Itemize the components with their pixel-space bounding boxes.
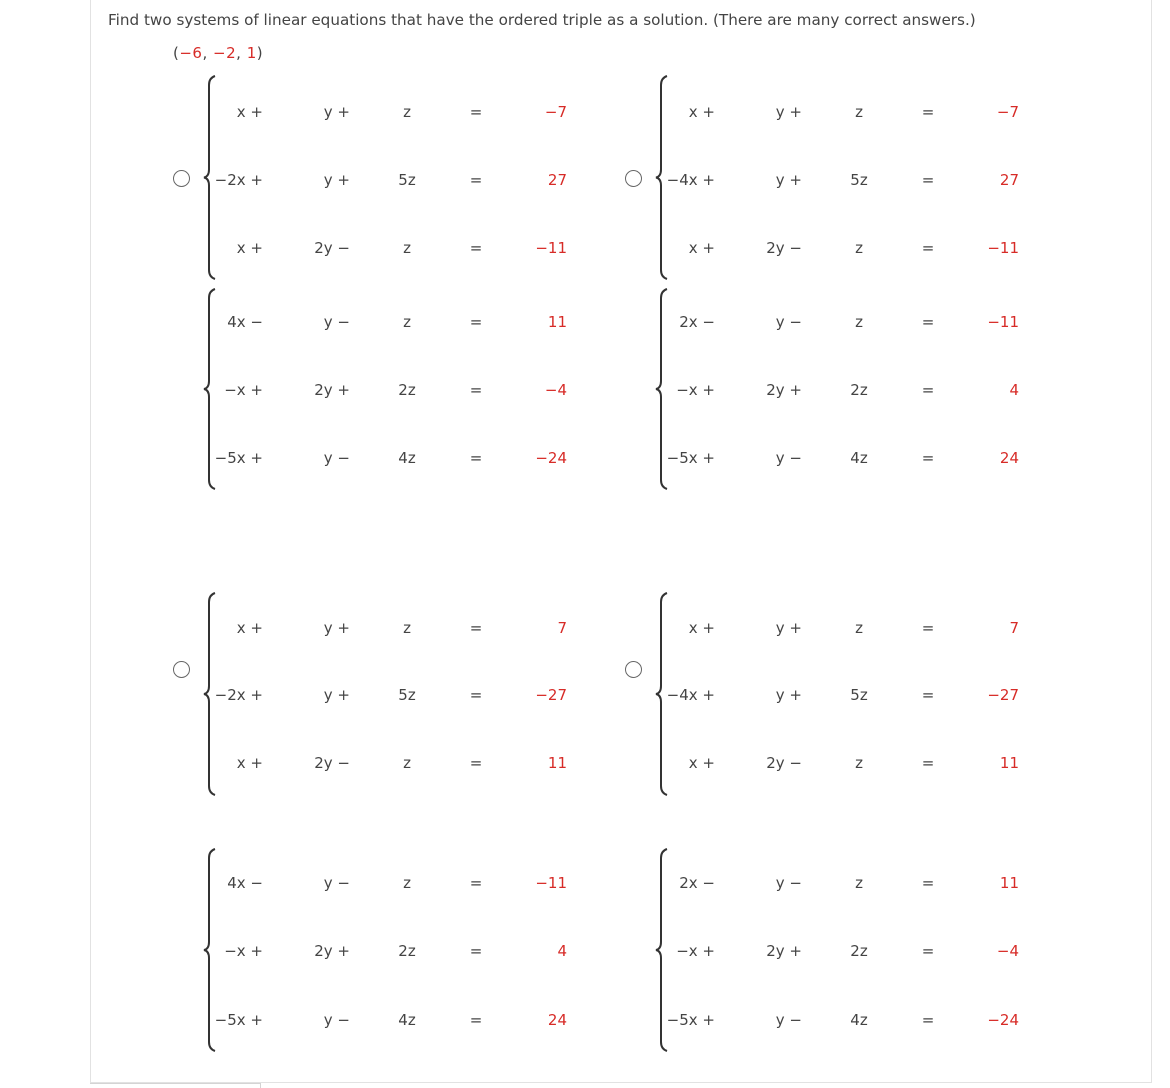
z-term: 2z: [398, 381, 416, 399]
x-term: −4x +: [666, 686, 715, 704]
rhs-value: −27: [535, 686, 567, 704]
equals-sign: =: [469, 313, 483, 331]
panel-footer-line: [90, 1083, 261, 1088]
y-term: y −: [323, 874, 350, 892]
x-term: x +: [688, 754, 715, 772]
z-term: z: [855, 103, 863, 121]
equals-sign: =: [469, 171, 483, 189]
rhs-value: −11: [987, 239, 1019, 257]
equals-sign: =: [921, 449, 935, 467]
y-term: y −: [775, 313, 802, 331]
x-term: 4x −: [227, 874, 263, 892]
ordered-triple: [173, 44, 263, 62]
equals-sign: =: [469, 686, 483, 704]
z-term: z: [855, 313, 863, 331]
x-term: −x +: [224, 942, 263, 960]
x-term: 2x −: [679, 313, 715, 331]
equals-sign: =: [921, 942, 935, 960]
equals-sign: =: [469, 239, 483, 257]
rhs-value: −7: [544, 103, 567, 121]
x-term: x +: [236, 754, 263, 772]
question-panel: [90, 0, 1152, 1083]
option-radio-2[interactable]: [625, 170, 642, 187]
x-term: x +: [236, 619, 263, 637]
x-term: x +: [688, 239, 715, 257]
z-term: 4z: [398, 1011, 416, 1029]
equals-sign: =: [921, 171, 935, 189]
z-term: z: [855, 239, 863, 257]
equals-sign: =: [921, 754, 935, 772]
y-term: 2y −: [314, 754, 350, 772]
equals-sign: =: [921, 381, 935, 399]
x-term: −5x +: [666, 449, 715, 467]
equals-sign: =: [469, 381, 483, 399]
triple-sep-1: ,: [202, 44, 214, 62]
rhs-value: 27: [999, 171, 1019, 189]
x-term: −2x +: [214, 686, 263, 704]
rhs-value: 11: [999, 754, 1019, 772]
equals-sign: =: [921, 686, 935, 704]
x-term: −5x +: [666, 1011, 715, 1029]
z-term: 5z: [398, 171, 416, 189]
equals-sign: =: [469, 942, 483, 960]
x-term: −x +: [224, 381, 263, 399]
equals-sign: =: [921, 239, 935, 257]
option-radio-4[interactable]: [625, 661, 642, 678]
y-term: 2y −: [766, 754, 802, 772]
y-term: y +: [775, 171, 802, 189]
equals-sign: =: [469, 103, 483, 121]
z-term: z: [403, 313, 411, 331]
rhs-value: −11: [535, 239, 567, 257]
rhs-value: 24: [999, 449, 1019, 467]
option-radio-3[interactable]: [173, 661, 190, 678]
triple-sep-2: ,: [236, 44, 247, 62]
z-term: 5z: [850, 171, 868, 189]
equals-sign: =: [921, 874, 935, 892]
z-term: z: [403, 874, 411, 892]
equals-sign: =: [469, 619, 483, 637]
triple-x: −6: [179, 44, 203, 62]
x-term: −5x +: [214, 1011, 263, 1029]
z-term: z: [403, 619, 411, 637]
rhs-value: 7: [557, 619, 567, 637]
y-term: 2y +: [766, 942, 802, 960]
y-term: y +: [323, 171, 350, 189]
x-term: 2x −: [679, 874, 715, 892]
x-term: x +: [688, 103, 715, 121]
x-term: x +: [236, 239, 263, 257]
y-term: y +: [775, 103, 802, 121]
rhs-value: −4: [544, 381, 567, 399]
z-term: z: [403, 103, 411, 121]
z-term: 5z: [398, 686, 416, 704]
x-term: x +: [236, 103, 263, 121]
y-term: y +: [775, 619, 802, 637]
x-term: 4x −: [227, 313, 263, 331]
triple-y: −2: [213, 44, 237, 62]
equals-sign: =: [921, 619, 935, 637]
z-term: z: [855, 619, 863, 637]
y-term: y −: [323, 313, 350, 331]
x-term: −x +: [676, 381, 715, 399]
y-term: y +: [775, 686, 802, 704]
rhs-value: −11: [987, 313, 1019, 331]
rhs-value: 4: [557, 942, 567, 960]
rhs-value: −7: [996, 103, 1019, 121]
rhs-value: 4: [1009, 381, 1019, 399]
equals-sign: =: [921, 1011, 935, 1029]
rhs-value: −27: [987, 686, 1019, 704]
z-term: 5z: [850, 686, 868, 704]
y-term: y −: [775, 874, 802, 892]
z-term: z: [403, 754, 411, 772]
equals-sign: =: [469, 874, 483, 892]
rhs-value: 27: [547, 171, 567, 189]
y-term: 2y +: [314, 381, 350, 399]
x-term: x +: [688, 619, 715, 637]
y-term: 2y +: [766, 381, 802, 399]
triple-close: ): [256, 44, 264, 62]
z-term: 4z: [850, 1011, 868, 1029]
y-term: 2y +: [314, 942, 350, 960]
rhs-value: 11: [999, 874, 1019, 892]
y-term: y +: [323, 686, 350, 704]
equals-sign: =: [921, 103, 935, 121]
y-term: y −: [775, 1011, 802, 1029]
y-term: y −: [323, 449, 350, 467]
x-term: −5x +: [214, 449, 263, 467]
x-term: −x +: [676, 942, 715, 960]
x-term: −2x +: [214, 171, 263, 189]
question-text: Find two systems of linear equations that have the ordered triple as a solution. (There are many correct answers.): [108, 11, 976, 29]
y-term: 2y −: [314, 239, 350, 257]
x-term: −4x +: [666, 171, 715, 189]
rhs-value: −24: [535, 449, 567, 467]
z-term: z: [855, 874, 863, 892]
equals-sign: =: [921, 313, 935, 331]
z-term: 4z: [398, 449, 416, 467]
rhs-value: 7: [1009, 619, 1019, 637]
z-term: 4z: [850, 449, 868, 467]
z-term: z: [855, 754, 863, 772]
rhs-value: −24: [987, 1011, 1019, 1029]
rhs-value: −11: [535, 874, 567, 892]
rhs-value: −4: [996, 942, 1019, 960]
y-term: y −: [323, 1011, 350, 1029]
rhs-value: 11: [547, 313, 567, 331]
triple-z: 1: [246, 44, 257, 62]
equals-sign: =: [469, 449, 483, 467]
y-term: y −: [775, 449, 802, 467]
y-term: y +: [323, 619, 350, 637]
rhs-value: 11: [547, 754, 567, 772]
triple-open: (: [173, 44, 180, 62]
z-term: 2z: [850, 942, 868, 960]
rhs-value: 24: [547, 1011, 567, 1029]
z-term: 2z: [398, 942, 416, 960]
equals-sign: =: [469, 1011, 483, 1029]
y-term: 2y −: [766, 239, 802, 257]
z-term: 2z: [850, 381, 868, 399]
equals-sign: =: [469, 754, 483, 772]
z-term: z: [403, 239, 411, 257]
y-term: y +: [323, 103, 350, 121]
option-radio-1[interactable]: [173, 170, 190, 187]
